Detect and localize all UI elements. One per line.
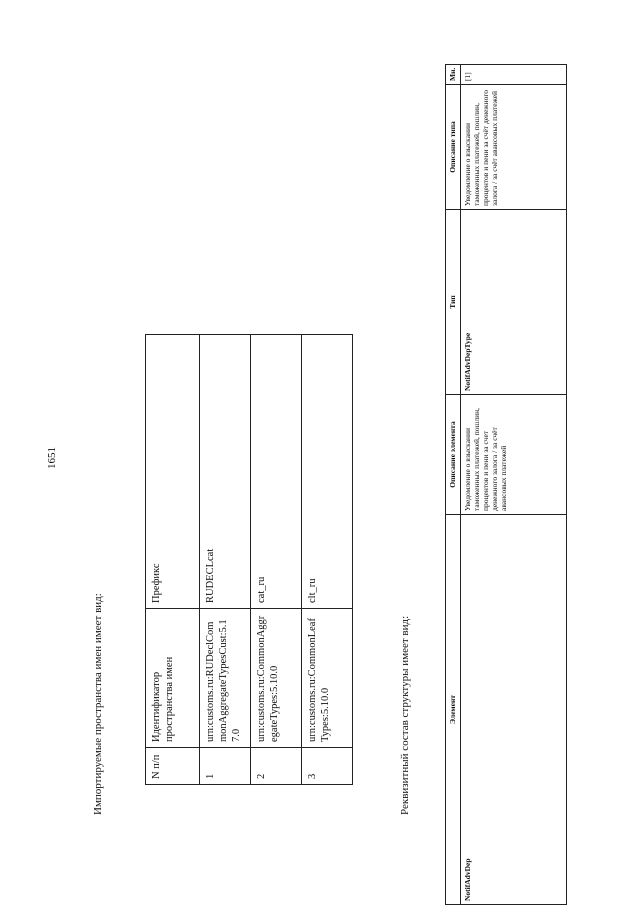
element-type: NotifAdvDepType bbox=[461, 210, 567, 395]
namespaces-intro: Импортируемые пространства имен имеет вид: bbox=[92, 593, 104, 815]
header-type: Тип bbox=[446, 210, 461, 395]
namespace-id: urn:customs.ru:RUDeclCommonAggregateTypesCust:5.17.0 bbox=[200, 609, 251, 748]
table-row bbox=[302, 335, 353, 785]
element-name: NotifAdvDep bbox=[461, 515, 567, 905]
header-number: N п/п bbox=[146, 748, 200, 785]
namespace-id: urn:customs.ru:CommonAggregateTypes:5.10.0 bbox=[251, 609, 302, 748]
header-type-desc: Описание типа bbox=[446, 85, 461, 210]
row-number: 3 bbox=[302, 748, 353, 785]
namespace-prefix: cat_ru bbox=[251, 335, 302, 609]
header-prefix: Префикс bbox=[146, 335, 200, 609]
structure-table bbox=[445, 64, 567, 905]
header-element: Элемент bbox=[446, 515, 461, 905]
type-description: Уведомление о взыскании таможенных платежей, пошлин, процентов и пени за счёт денежного залога / за счёт авансовых платежей bbox=[461, 85, 567, 210]
table-header-row bbox=[446, 65, 461, 905]
page-number: 1651 bbox=[46, 447, 58, 469]
namespace-id: urn:customs.ru:CommonLeafTypes:5.10.0 bbox=[302, 609, 353, 748]
row-number: 1 bbox=[200, 748, 251, 785]
namespace-prefix: clt_ru bbox=[302, 335, 353, 609]
multiplicity: [1] bbox=[461, 65, 567, 85]
header-multiplicity: Мн. bbox=[446, 65, 461, 85]
element-description: Уведомление о взыскании таможенных платежей, пошлин, процентов и пени за счет денежного залога / за счёт авансовых платежей bbox=[461, 395, 567, 515]
table-row bbox=[461, 65, 567, 905]
table-row bbox=[200, 335, 251, 785]
table-header-row bbox=[146, 335, 200, 785]
header-element-desc: Описание элемента bbox=[446, 395, 461, 515]
table-row bbox=[251, 335, 302, 785]
structure-intro: Реквизитный состав структуры имеет вид: bbox=[399, 615, 411, 815]
namespace-prefix: RUDECLcat bbox=[200, 335, 251, 609]
row-number: 2 bbox=[251, 748, 302, 785]
namespaces-table bbox=[145, 334, 353, 785]
header-namespace-id: Идентификатор пространства имен bbox=[146, 609, 200, 748]
